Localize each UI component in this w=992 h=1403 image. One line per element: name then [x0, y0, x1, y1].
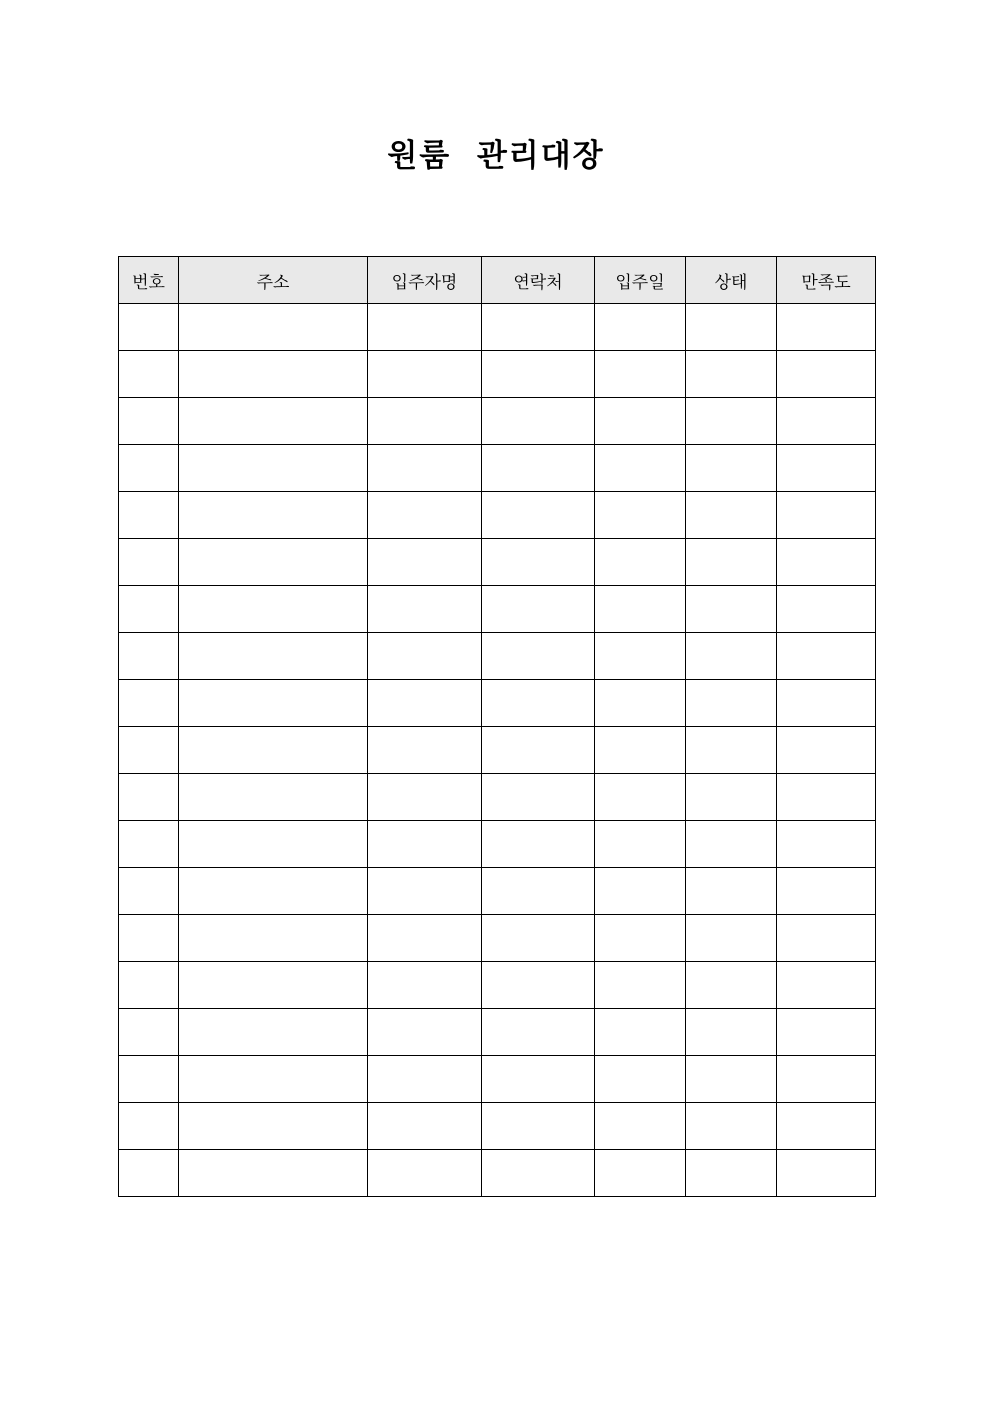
table-cell[interactable] — [686, 1056, 777, 1103]
table-cell[interactable] — [595, 398, 686, 445]
table-cell[interactable] — [482, 398, 595, 445]
table-cell[interactable] — [368, 304, 482, 351]
table-row — [119, 821, 876, 868]
table-cell[interactable] — [482, 962, 595, 1009]
table-cell[interactable] — [179, 539, 368, 586]
table-cell[interactable] — [368, 680, 482, 727]
table-cell[interactable] — [777, 821, 876, 868]
table-cell[interactable] — [482, 633, 595, 680]
table-cell[interactable] — [777, 868, 876, 915]
table-cell[interactable] — [482, 821, 595, 868]
table-cell[interactable] — [368, 1103, 482, 1150]
table-cell[interactable] — [368, 1056, 482, 1103]
table-cell[interactable] — [482, 445, 595, 492]
table-cell[interactable] — [179, 1056, 368, 1103]
table-cell[interactable] — [686, 1150, 777, 1197]
table-cell[interactable] — [686, 1103, 777, 1150]
table-cell[interactable] — [179, 962, 368, 1009]
table-cell[interactable] — [595, 633, 686, 680]
table-cell[interactable] — [119, 868, 179, 915]
table-cell[interactable] — [179, 633, 368, 680]
table-cell[interactable] — [482, 774, 595, 821]
table-cell[interactable] — [595, 492, 686, 539]
column-header-tenant-name: 입주자명 — [368, 257, 482, 304]
table-cell[interactable] — [179, 586, 368, 633]
table-row — [119, 727, 876, 774]
table-cell[interactable] — [777, 586, 876, 633]
table-cell[interactable] — [777, 539, 876, 586]
table-cell[interactable] — [368, 774, 482, 821]
table-cell[interactable] — [777, 962, 876, 1009]
table-cell[interactable] — [777, 445, 876, 492]
page-title: 원룸 관리대장 — [387, 138, 605, 174]
table-cell[interactable] — [686, 351, 777, 398]
table-cell[interactable] — [179, 727, 368, 774]
table-row — [119, 962, 876, 1009]
table-cell[interactable] — [368, 586, 482, 633]
column-header-status: 상태 — [686, 257, 777, 304]
table-cell[interactable] — [595, 586, 686, 633]
table-cell[interactable] — [179, 445, 368, 492]
table-cell[interactable] — [482, 680, 595, 727]
table-cell[interactable] — [482, 304, 595, 351]
table-cell[interactable] — [482, 1009, 595, 1056]
table-cell[interactable] — [595, 304, 686, 351]
table-row — [119, 774, 876, 821]
table-cell[interactable] — [686, 680, 777, 727]
table-cell[interactable] — [595, 539, 686, 586]
table-cell[interactable] — [595, 915, 686, 962]
table-cell[interactable] — [179, 351, 368, 398]
table-cell[interactable] — [686, 774, 777, 821]
table-cell[interactable] — [595, 680, 686, 727]
table-cell[interactable] — [368, 398, 482, 445]
table-cell[interactable] — [595, 868, 686, 915]
table-row — [119, 539, 876, 586]
table-row — [119, 586, 876, 633]
table-cell[interactable] — [595, 351, 686, 398]
table-cell[interactable] — [119, 774, 179, 821]
table-cell[interactable] — [368, 633, 482, 680]
table-cell[interactable] — [686, 962, 777, 1009]
table-cell[interactable] — [119, 727, 179, 774]
table-cell[interactable] — [368, 351, 482, 398]
table-cell[interactable] — [179, 492, 368, 539]
table-cell[interactable] — [777, 915, 876, 962]
table-body — [119, 304, 876, 1197]
table-row — [119, 915, 876, 962]
table-cell[interactable] — [686, 445, 777, 492]
table-cell[interactable] — [777, 492, 876, 539]
table-cell[interactable] — [119, 1056, 179, 1103]
table-cell[interactable] — [482, 1103, 595, 1150]
table-cell[interactable] — [482, 492, 595, 539]
table-cell[interactable] — [686, 539, 777, 586]
table-row — [119, 1009, 876, 1056]
column-header-contact: 연락처 — [482, 257, 595, 304]
table-cell[interactable] — [179, 1103, 368, 1150]
table-cell[interactable] — [119, 586, 179, 633]
table-cell[interactable] — [686, 398, 777, 445]
table-cell[interactable] — [119, 492, 179, 539]
table-cell[interactable] — [595, 727, 686, 774]
table-cell[interactable] — [119, 915, 179, 962]
table-row — [119, 1103, 876, 1150]
column-header-satisfaction: 만족도 — [777, 257, 876, 304]
table-cell[interactable] — [777, 1056, 876, 1103]
table-cell[interactable] — [368, 821, 482, 868]
table-cell[interactable] — [777, 1103, 876, 1150]
table-row — [119, 492, 876, 539]
column-header-move-in-date: 입주일 — [595, 257, 686, 304]
table-cell[interactable] — [482, 727, 595, 774]
table-cell[interactable] — [777, 351, 876, 398]
table-cell[interactable] — [595, 774, 686, 821]
header-row — [119, 257, 876, 304]
table-cell[interactable] — [686, 586, 777, 633]
table-cell[interactable] — [777, 1150, 876, 1197]
table-cell[interactable] — [482, 539, 595, 586]
table-cell[interactable] — [595, 445, 686, 492]
table-cell[interactable] — [686, 915, 777, 962]
table-cell[interactable] — [482, 586, 595, 633]
column-header-address: 주소 — [179, 257, 368, 304]
table-row — [119, 304, 876, 351]
table-row — [119, 351, 876, 398]
table-cell[interactable] — [119, 633, 179, 680]
table-cell[interactable] — [686, 492, 777, 539]
table-cell[interactable] — [179, 915, 368, 962]
table-cell[interactable] — [595, 1009, 686, 1056]
management-ledger-table — [118, 256, 876, 1197]
table-cell[interactable] — [119, 680, 179, 727]
table-cell[interactable] — [368, 1009, 482, 1056]
table-row — [119, 398, 876, 445]
table-cell[interactable] — [777, 680, 876, 727]
table-cell[interactable] — [368, 539, 482, 586]
table-cell[interactable] — [119, 1150, 179, 1197]
table-cell[interactable] — [119, 445, 179, 492]
table-row — [119, 680, 876, 727]
table-cell[interactable] — [179, 680, 368, 727]
table-row — [119, 445, 876, 492]
table-cell[interactable] — [482, 351, 595, 398]
table-cell[interactable] — [777, 727, 876, 774]
table-cell[interactable] — [179, 774, 368, 821]
table-cell[interactable] — [179, 1150, 368, 1197]
table-cell[interactable] — [686, 868, 777, 915]
table-cell[interactable] — [119, 962, 179, 1009]
column-header-number: 번호 — [119, 257, 179, 304]
table-cell[interactable] — [595, 1103, 686, 1150]
table-row — [119, 1150, 876, 1197]
table-cell[interactable] — [777, 774, 876, 821]
table-cell[interactable] — [482, 1150, 595, 1197]
table-cell[interactable] — [179, 868, 368, 915]
table-cell[interactable] — [368, 492, 482, 539]
table-cell[interactable] — [119, 351, 179, 398]
table-cell[interactable] — [119, 304, 179, 351]
table-cell[interactable] — [777, 398, 876, 445]
table-cell[interactable] — [179, 304, 368, 351]
table-row — [119, 868, 876, 915]
table-cell[interactable] — [595, 962, 686, 1009]
table-cell[interactable] — [482, 1056, 595, 1103]
table-cell[interactable] — [179, 821, 368, 868]
table-cell[interactable] — [482, 915, 595, 962]
table-cell[interactable] — [119, 821, 179, 868]
table-cell[interactable] — [686, 633, 777, 680]
table-row — [119, 633, 876, 680]
table-cell[interactable] — [179, 398, 368, 445]
table-cell[interactable] — [119, 1103, 179, 1150]
table-cell[interactable] — [368, 1150, 482, 1197]
table-cell[interactable] — [368, 727, 482, 774]
table-cell[interactable] — [119, 1009, 179, 1056]
table-cell[interactable] — [686, 1009, 777, 1056]
table-cell[interactable] — [686, 727, 777, 774]
table-cell[interactable] — [777, 304, 876, 351]
table-cell[interactable] — [368, 915, 482, 962]
table-row — [119, 1056, 876, 1103]
table-cell[interactable] — [482, 868, 595, 915]
table-cell[interactable] — [368, 445, 482, 492]
table-cell[interactable] — [119, 539, 179, 586]
table-cell[interactable] — [777, 1009, 876, 1056]
table-cell[interactable] — [368, 962, 482, 1009]
table-cell[interactable] — [777, 633, 876, 680]
table-cell[interactable] — [595, 1150, 686, 1197]
table-cell[interactable] — [119, 398, 179, 445]
table-cell[interactable] — [595, 821, 686, 868]
table-cell[interactable] — [368, 868, 482, 915]
table-cell[interactable] — [179, 1009, 368, 1056]
table-cell[interactable] — [686, 304, 777, 351]
table-cell[interactable] — [595, 1056, 686, 1103]
table-cell[interactable] — [686, 821, 777, 868]
